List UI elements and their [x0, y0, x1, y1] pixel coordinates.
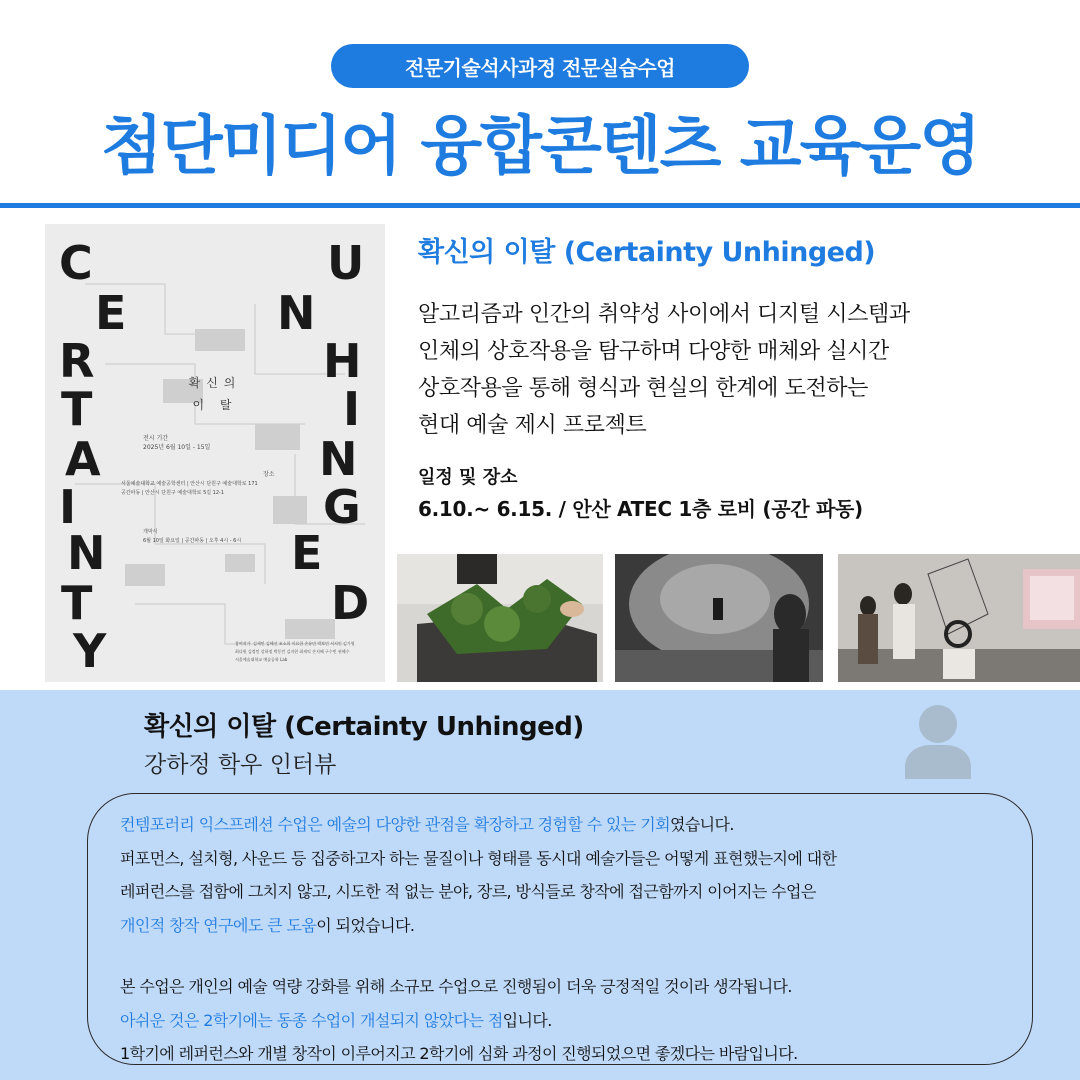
poster-letter-a: A [65, 432, 101, 486]
poster-opening: 개막식 6월 10일 화요일 | 공간파동 | 오후 4시 - 6시 [143, 529, 242, 544]
exhibition-photo-wall-device [615, 554, 823, 682]
quote-line: 1학기에 레퍼런스와 개별 창작이 이루어지고 2학기에 심화 과정이 진행되었으면 좋겠다는 바람입니다. [120, 1044, 798, 1063]
quote-text: 였습니다. [669, 815, 734, 834]
poster-letter-h: H [323, 334, 362, 388]
quote-highlight: 아쉬운 것은 2학기에는 동종 수업이 개설되지 않았다는 점 [120, 1010, 503, 1030]
project-description-line: 인체의 상호작용을 탐구하며 다양한 매체와 실시간 [418, 339, 889, 364]
project-description-line: 상호작용을 통해 형식과 현실의 한계에 도전하는 [418, 376, 869, 401]
project-description [418, 296, 1058, 444]
poster-title [175, 372, 255, 416]
schedule-label: 일정 및 장소 [418, 467, 518, 488]
poster-venue: 서울예술대학교 예술공학센터 | 안산시 단원구 예술대학로 171 공간파동 | 안산시 단원구 예술대학로 5길 12-1 [121, 481, 258, 496]
quote-text: 이 되었습니다. [316, 915, 415, 935]
poster-letter-r: R [59, 334, 95, 388]
header-divider [0, 203, 1080, 208]
poster-letter-i2: I [343, 382, 361, 436]
poster-credits: 참여작가 김세민 김해선 조소희 이요한 손유민 박보민 서지인 김가영 최다원 김정민 강하정 박동민 김지현 최세익 손지혜 구수빈 권혜수 서울예술대학교 예술공학 Lab [235, 641, 355, 662]
poster-letter-t2: T [61, 576, 93, 630]
paragraph-gap [120, 942, 1020, 970]
interview-subtitle: 강하정 학우 인터뷰 [144, 752, 337, 778]
exhibition-photo-installation-room [838, 554, 1080, 682]
interview-title: 확신의 이탈 (Certainty Unhinged) [144, 712, 584, 742]
poster-letter-g: G [323, 480, 361, 534]
poster-letter-n3: N [319, 432, 358, 486]
poster-letter-t: T [61, 382, 93, 436]
quote-line [120, 808, 1020, 842]
schedule-value: 6.10.~ 6.15. / 안산 ATEC 1층 로비 (공간 파동) [418, 497, 863, 521]
poster-letter-y: Y [73, 624, 107, 678]
exhibition-poster [45, 224, 385, 682]
poster-title-line2: 이 탈 [192, 398, 238, 412]
page-title: 첨단미디어 융합콘텐츠 교육운영 [100, 110, 980, 184]
project-description-line: 현대 예술 제시 프로젝트 [418, 413, 647, 438]
poster-venue-label: 장소 [263, 471, 275, 478]
exhibition-photo-moss-sculpture [397, 554, 603, 682]
project-description-line: 알고리즘과 인간의 취약성 사이에서 디지털 시스템과 [418, 302, 910, 327]
course-type-badge: 전문기술석사과정 전문실습수업 [331, 44, 749, 88]
poster-period: 전시 기간 2025년 6월 10일 - 15일 [143, 435, 211, 451]
project-title: 확신의 이탈 (Certainty Unhinged) [418, 237, 876, 268]
interview-quote [120, 808, 1020, 1071]
poster-letter-i: I [59, 480, 77, 534]
avatar-icon [903, 703, 973, 779]
quote-line [120, 909, 1020, 943]
poster-letter-c: C [59, 236, 93, 290]
poster-letter-e: E [95, 286, 127, 340]
poster-letter-e2: E [291, 526, 323, 580]
quote-line [120, 1004, 1020, 1038]
quote-line: 본 수업은 개인의 예술 역량 강화를 위해 소규모 수업으로 진행됨이 더욱 긍정적일 것이라 생각됩니다. [120, 977, 792, 996]
quote-line: 레퍼런스를 접함에 그치지 않고, 시도한 적 없는 분야, 장르, 방식들로 창작에 접근함까지 이어지는 수업은 [120, 882, 816, 901]
poster-letter-u: U [327, 236, 365, 290]
quote-highlight: 컨템포러리 익스프레션 수업은 예술의 다양한 관점을 확장하고 경험할 수 있는 기회 [120, 815, 670, 834]
quote-highlight: 개인적 창작 연구에도 큰 도움 [120, 915, 317, 935]
poster-letter-d: D [331, 576, 370, 630]
quote-line: 퍼포먼스, 설치형, 사운드 등 집중하고자 하는 물질이나 형태를 동시대 예술가들은 어떻게 표현했는지에 대한 [120, 848, 837, 868]
poster-letter-n: N [67, 526, 106, 580]
poster-title-line1: 확신의 [188, 376, 242, 390]
poster-letter-n2: N [277, 286, 316, 340]
quote-text: 입니다. [502, 1010, 552, 1030]
